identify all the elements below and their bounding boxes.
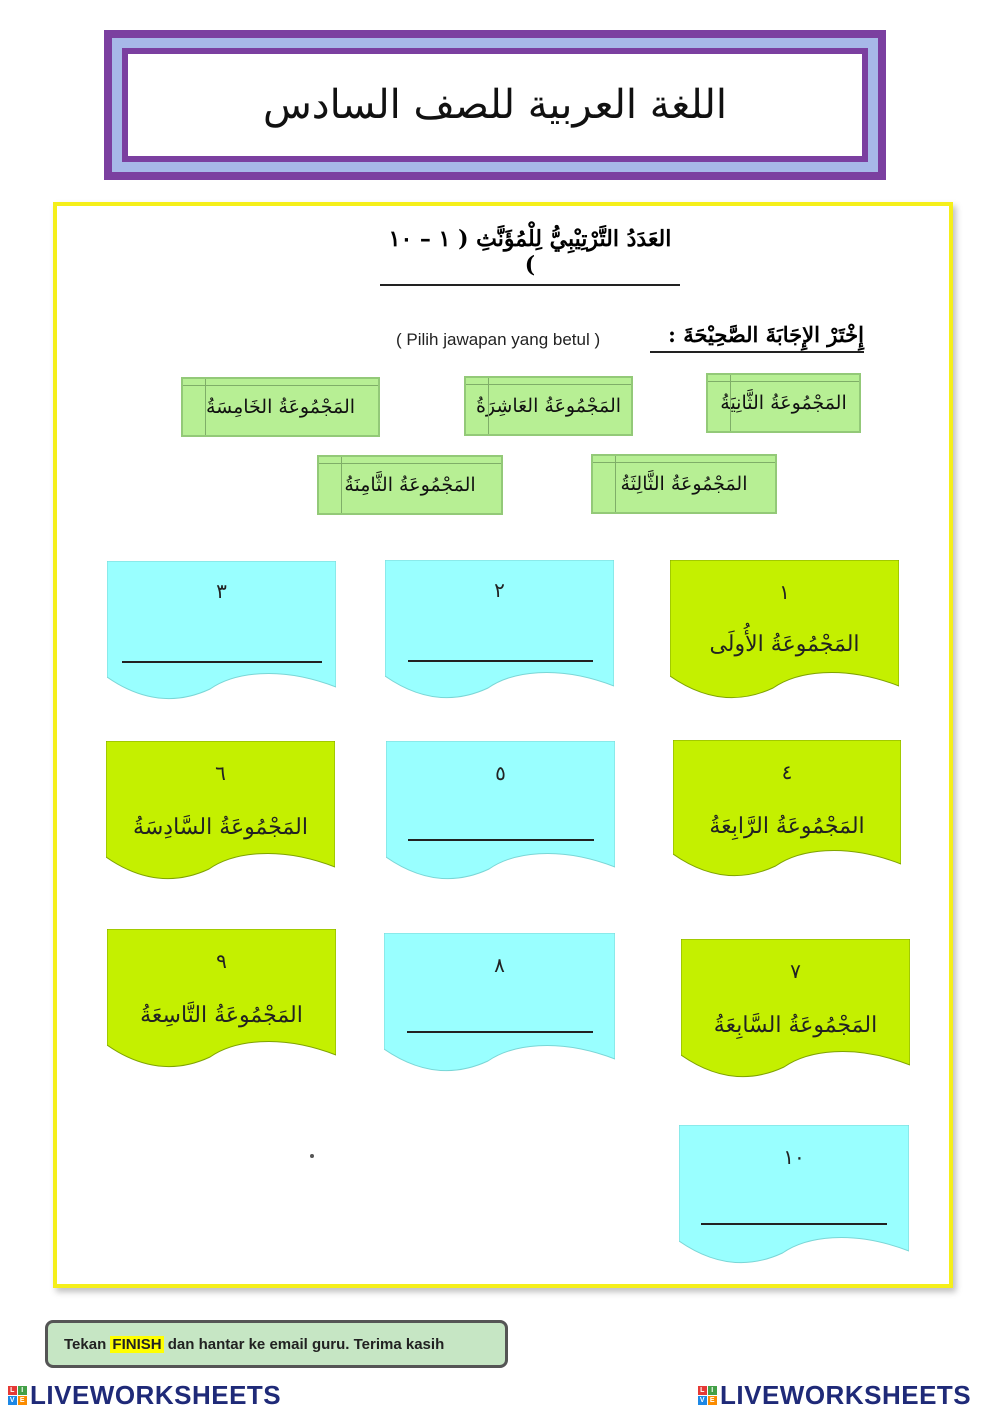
page-title: اللغة العربية للصف السادس xyxy=(262,82,728,128)
option-chip-10[interactable] xyxy=(464,376,633,436)
option-label: المَجْمُوعَةُ العَاشِرَةُ xyxy=(475,395,622,417)
answer-blank-5[interactable] xyxy=(408,839,594,841)
finish-instruction-box xyxy=(45,1320,508,1368)
option-label: المَجْمُوعَةُ الثَّالِثَةُ xyxy=(620,473,748,495)
card-word: المَجْمُوعَةُ السَّادِسَةُ xyxy=(133,815,308,840)
card-5 xyxy=(386,741,615,881)
card-number: ٨ xyxy=(494,953,505,977)
answer-blank-3[interactable] xyxy=(122,661,322,663)
card-7 xyxy=(681,939,910,1079)
answer-blank-8[interactable] xyxy=(407,1031,593,1033)
card-6 xyxy=(106,741,335,881)
card-number: ١ xyxy=(779,580,790,604)
card-3 xyxy=(107,561,336,701)
footer-text-before: Tekan xyxy=(64,1335,111,1353)
card-number: ٥ xyxy=(495,761,506,785)
option-chip-5[interactable] xyxy=(181,377,380,437)
card-4 xyxy=(673,740,901,878)
card-number: ٤ xyxy=(781,760,793,784)
card-number: ٦ xyxy=(215,761,226,785)
brand-name: LIVEWORKSHEETS xyxy=(720,1380,972,1410)
card-word: المَجْمُوعَةُ التَّاسِعَةُ xyxy=(140,1003,303,1028)
liveworksheets-logo-icon: L I V E xyxy=(9,1387,26,1404)
stray-mark xyxy=(310,1154,314,1158)
card-1 xyxy=(670,560,899,700)
card-10 xyxy=(679,1125,909,1265)
option-chip-3[interactable] xyxy=(591,454,777,514)
card-number: ٣ xyxy=(216,579,227,603)
card-number: ٢ xyxy=(494,578,505,602)
option-chip-2[interactable] xyxy=(706,373,861,433)
answer-blank-2[interactable] xyxy=(408,660,593,662)
finish-highlight: FINISH xyxy=(112,1335,162,1353)
card-number: ٧ xyxy=(790,959,801,983)
option-label: المَجْمُوعَةُ الثَّامِنَةُ xyxy=(344,474,476,496)
title-banner xyxy=(128,54,862,156)
brand-left xyxy=(8,1380,281,1411)
card-number: ٩ xyxy=(216,949,227,973)
liveworksheets-logo-icon: L I V E xyxy=(699,1387,716,1404)
instruction-malay: ( Pilih jawapan yang betul ) xyxy=(396,330,601,349)
option-label: المَجْمُوعَةُ الثَّانِيَةُ xyxy=(720,392,847,414)
option-chip-8[interactable] xyxy=(317,455,503,515)
answer-blank-10[interactable] xyxy=(701,1223,887,1225)
card-number: ١٠ xyxy=(783,1145,805,1169)
footer-text-after: dan hantar ke email guru. Terima kasih xyxy=(163,1335,445,1353)
card-9 xyxy=(107,929,336,1069)
worksheet-subtitle: العَدَدُ التَّرْتِيْبِيُّ لِلْمُؤَنَّثِ ( ١ – ١٠ ) xyxy=(380,226,680,286)
card-word: المَجْمُوعَةُ السَّابِعَةُ xyxy=(713,1013,878,1038)
card-word: المَجْمُوعَةُ الرَّابِعَةُ xyxy=(709,814,865,839)
card-2 xyxy=(385,560,614,700)
option-label: المَجْمُوعَةُ الخَامِسَةُ xyxy=(205,396,356,418)
brand-name: LIVEWORKSHEETS xyxy=(30,1380,282,1410)
card-8 xyxy=(384,933,615,1073)
brand-right xyxy=(698,1380,971,1411)
instruction-arabic: إِخْتَرْ الإِجَابَةَ الصَّحِيْحَةَ : xyxy=(650,322,864,353)
card-word: المَجْمُوعَةُ الأُولَى xyxy=(709,632,860,657)
